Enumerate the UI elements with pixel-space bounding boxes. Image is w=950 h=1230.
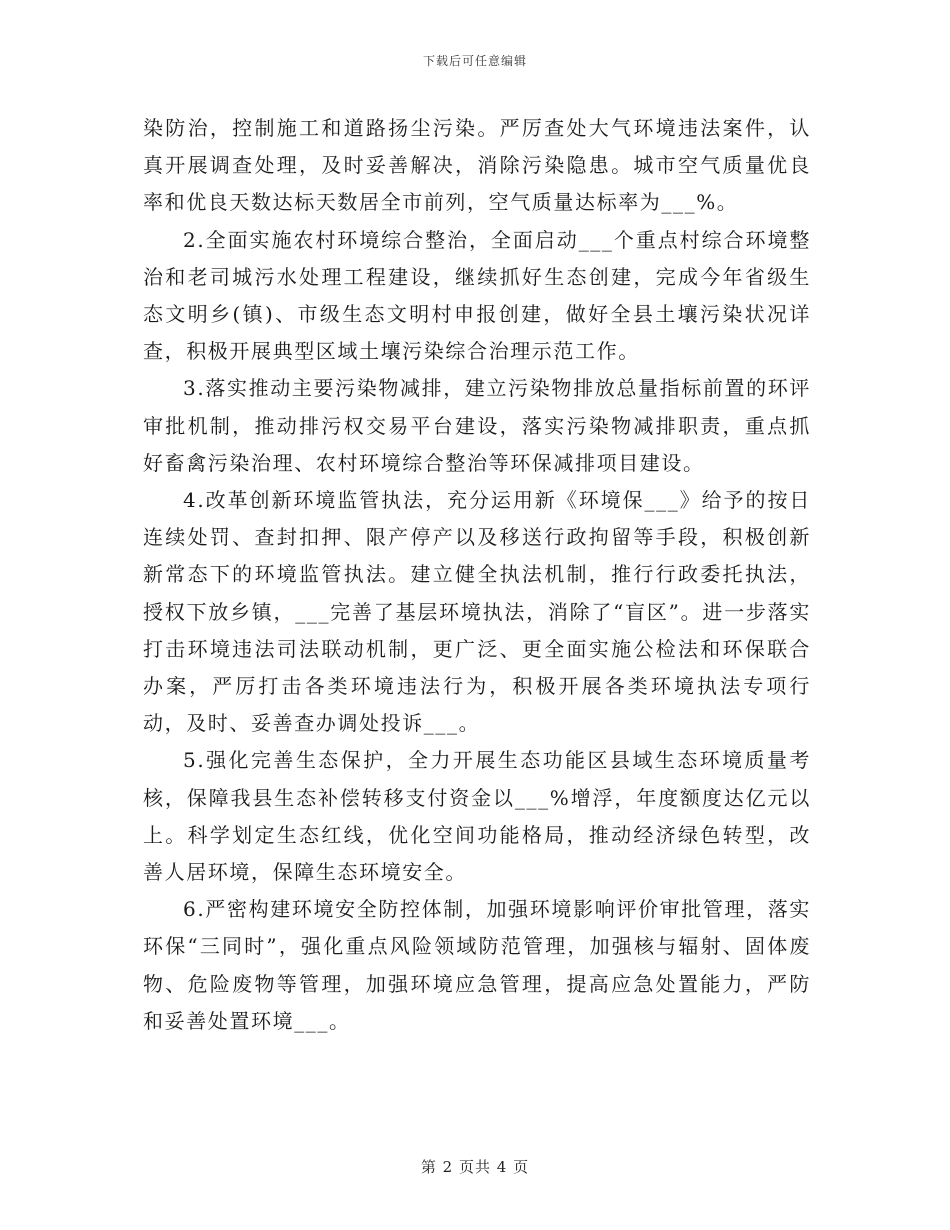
paragraph-item-5: 5.强化完善生态保护，全力开展生态功能区县域生态环境质量考核，保障我县生态补偿转移支付资金以___%增浮，年度额度达亿元以上。科学划定生态红线，优化空间功能格局，推动经济绿色转型，改善人居环境，保障生态环境安全。: [143, 748, 811, 885]
document-body: [143, 110, 811, 1040]
paragraph-item-3: 3.落实推动主要污染物减排，建立污染物排放总量指标前置的环评审批机制，推动排污权交易平台建设，落实污染物减排职责，重点抓好畜禽污染治理、农村环境综合整治等环保减排项目建设。: [143, 376, 811, 475]
paragraph-item-4: 4.改革创新环境监管执法，充分运用新《环境保___》给予的按日连续处罚、查封扣押、限产停产以及移送行政拘留等手段，积极创新新常态下的环境监管执法。建立健全执法机制，推行行政委托执法，授权下放乡镇，___完善了基层环境执法，消除了“盲区”。进一步落实打击环境违法司法联动机制，更广泛、更全面实施公检法和环保联合办案，严厉打击各类环境违法行为，积极开展各类环境执法专项行动，及时、妥善查办调处投诉___。: [143, 488, 811, 736]
paragraph-continued: 染防治，控制施工和道路扬尘污染。严厉查处大气环境违法案件，认真开展调查处理，及时妥善解决，消除污染隐患。城市空气质量优良率和优良天数达标天数居全市前列，空气质量达标率为___%。: [143, 116, 811, 215]
page-footer: 第 2 页共 4 页: [420, 1158, 530, 1176]
paragraph-item-6: 6.严密构建环境安全防控体制，加强环境影响评价审批管理，落实环保“三同时”，强化重点风险领域防范管理，加强核与辐射、固体废物、危险废物等管理，加强环境应急管理，提高应急处置能力，严防和妥善处置环境___。: [143, 897, 811, 1033]
page-header: 下载后可任意编辑: [422, 54, 527, 68]
paragraph-item-2: 2.全面实施农村环境综合整治，全面启动___个重点村综合环境整治和老司城污水处理工程建设，继续抓好生态创建，完成今年省级生态文明乡(镇)、市级生态文明村申报创建，做好全县土壤污染状况详查，积极开展典型区域土壤污染综合治理示范工作。: [143, 227, 811, 364]
